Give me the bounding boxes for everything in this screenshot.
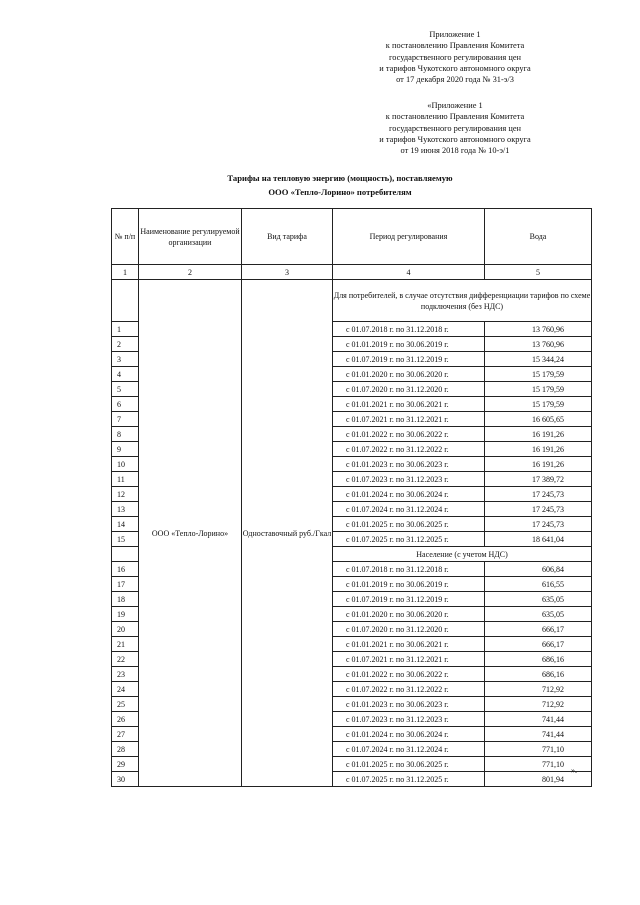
row-period: с 01.01.2024 г. по 30.06.2024 г.: [333, 487, 485, 502]
row-number: 29: [112, 757, 139, 772]
closing-mark: ».: [571, 766, 577, 775]
row-period: с 01.01.2020 г. по 30.06.2020 г.: [333, 607, 485, 622]
empty-cell: [112, 280, 139, 322]
row-number: 9: [112, 442, 139, 457]
row-value: 801,94: [485, 772, 592, 787]
row-period: с 01.07.2019 г. по 31.12.2019 г.: [333, 592, 485, 607]
header-org: Наименование регулируемой организации: [139, 209, 242, 265]
row-period: с 01.01.2020 г. по 30.06.2020 г.: [333, 367, 485, 382]
row-period: с 01.01.2025 г. по 30.06.2025 г.: [333, 517, 485, 532]
row-period: с 01.07.2018 г. по 31.12.2018 г.: [333, 562, 485, 577]
row-number: 25: [112, 697, 139, 712]
row-number: 13: [112, 502, 139, 517]
header-water: Вода: [485, 209, 592, 265]
row-value: 13 760,96: [485, 337, 592, 352]
row-value: 15 179,59: [485, 367, 592, 382]
col-number: 5: [485, 265, 592, 280]
row-period: с 01.01.2023 г. по 30.06.2023 г.: [333, 697, 485, 712]
row-period: с 01.07.2024 г. по 31.12.2024 г.: [333, 742, 485, 757]
row-value: 15 344,24: [485, 352, 592, 367]
col-number: 3: [242, 265, 333, 280]
row-period: с 01.07.2023 г. по 31.12.2023 г.: [333, 472, 485, 487]
row-period: с 01.07.2022 г. по 31.12.2022 г.: [333, 682, 485, 697]
row-number: 6: [112, 397, 139, 412]
tariff-table: [111, 208, 592, 787]
row-value: 635,05: [485, 607, 592, 622]
row-number: 12: [112, 487, 139, 502]
row-period: с 01.07.2025 г. по 31.12.2025 г.: [333, 532, 485, 547]
appendix-line: Приложение 1: [429, 30, 481, 39]
row-number: 1: [112, 322, 139, 337]
row-value: 666,17: [485, 637, 592, 652]
row-number: 5: [112, 382, 139, 397]
section2-label: Население (с учетом НДС): [333, 547, 592, 562]
row-value: 16 605,65: [485, 412, 592, 427]
row-value: 741,44: [485, 712, 592, 727]
row-period: с 01.07.2022 г. по 31.12.2022 г.: [333, 442, 485, 457]
document-title-line1: Тарифы на тепловую энергию (мощность), поставляемую: [227, 173, 453, 183]
row-value: 16 191,26: [485, 427, 592, 442]
row-value: 686,16: [485, 652, 592, 667]
col-number: 4: [333, 265, 485, 280]
row-number: 20: [112, 622, 139, 637]
header-tariff-type: Вид тарифа: [242, 209, 333, 265]
row-number: 3: [112, 352, 139, 367]
row-value: 741,44: [485, 727, 592, 742]
row-value: 16 191,26: [485, 457, 592, 472]
row-value: 18 641,04: [485, 532, 592, 547]
appendix-line: и тарифов Чукотского автономного округа: [379, 134, 531, 144]
row-value: 666,17: [485, 622, 592, 637]
row-period: с 01.01.2021 г. по 30.06.2021 г.: [333, 397, 485, 412]
row-period: с 01.01.2025 г. по 30.06.2025 г.: [333, 757, 485, 772]
header-period: Период регулирования: [333, 209, 485, 265]
row-number: 18: [112, 592, 139, 607]
row-number: 8: [112, 427, 139, 442]
row-value: 15 179,59: [485, 397, 592, 412]
row-value: 606,84: [485, 562, 592, 577]
row-number: 28: [112, 742, 139, 757]
row-value: 712,92: [485, 682, 592, 697]
row-period: с 01.01.2022 г. по 30.06.2022 г.: [333, 667, 485, 682]
row-number: 15: [112, 532, 139, 547]
row-period: с 01.01.2021 г. по 30.06.2021 г.: [333, 637, 485, 652]
row-period: с 01.07.2020 г. по 31.12.2020 г.: [333, 382, 485, 397]
row-period: с 01.07.2023 г. по 31.12.2023 г.: [333, 712, 485, 727]
row-period: с 01.07.2020 г. по 31.12.2020 г.: [333, 622, 485, 637]
appendix-line: «Приложение 1: [427, 101, 483, 110]
column-number-row: [112, 265, 592, 280]
row-number: 27: [112, 727, 139, 742]
row-number: 2: [112, 337, 139, 352]
row-period: с 01.07.2018 г. по 31.12.2018 г.: [333, 322, 485, 337]
row-number: 30: [112, 772, 139, 787]
organization-name: ООО «Тепло-Лорино»: [139, 280, 242, 787]
row-number: 16: [112, 562, 139, 577]
row-period: с 01.07.2019 г. по 31.12.2019 г.: [333, 352, 485, 367]
row-number: 11: [112, 472, 139, 487]
row-number: 24: [112, 682, 139, 697]
row-number: 23: [112, 667, 139, 682]
row-period: с 01.01.2019 г. по 30.06.2019 г.: [333, 577, 485, 592]
appendix-header-current: [360, 29, 550, 85]
header-num: № п/п: [112, 209, 139, 265]
row-number: 14: [112, 517, 139, 532]
row-period: с 01.01.2024 г. по 30.06.2024 г.: [333, 727, 485, 742]
appendix-line: государственного регулирования цен: [388, 52, 522, 62]
row-value: 712,92: [485, 697, 592, 712]
appendix-line: к постановлению Правления Комитета: [385, 112, 525, 122]
row-value: 771,10: [485, 742, 592, 757]
row-value: 17 245,73: [485, 502, 592, 517]
row-period: с 01.07.2021 г. по 31.12.2021 г.: [333, 412, 485, 427]
appendix-line: и тарифов Чукотского автономного округа: [379, 63, 531, 73]
section1-label: Для потребителей, в случае отсутствия дифференциации тарифов по схеме подключения (без НДС): [333, 280, 592, 322]
row-number: 7: [112, 412, 139, 427]
tariff-kind: Одноставочный руб./Гкал: [242, 280, 333, 787]
row-number: 22: [112, 652, 139, 667]
row-number: 19: [112, 607, 139, 622]
row-value: 13 760,96: [485, 322, 592, 337]
row-value: 17 245,73: [485, 517, 592, 532]
row-value: 17 389,72: [485, 472, 592, 487]
row-period: с 01.01.2022 г. по 30.06.2022 г.: [333, 427, 485, 442]
table-header-row: [112, 209, 592, 265]
row-number: 10: [112, 457, 139, 472]
row-value: 17 245,73: [485, 487, 592, 502]
row-period: с 01.07.2024 г. по 31.12.2024 г.: [333, 502, 485, 517]
row-value: 16 191,26: [485, 442, 592, 457]
row-period: с 01.01.2023 г. по 30.06.2023 г.: [333, 457, 485, 472]
row-value: 686,16: [485, 667, 592, 682]
row-number: 17: [112, 577, 139, 592]
col-number: 2: [139, 265, 242, 280]
appendix-line: к постановлению Правления Комитета: [385, 41, 525, 51]
row-number: 21: [112, 637, 139, 652]
document-title-line2: ООО «Тепло-Лорино» потребителям: [268, 187, 412, 197]
section1-label-row: [112, 280, 592, 322]
row-value: 15 179,59: [485, 382, 592, 397]
appendix-line: от 19 июня 2018 года № 10-э/1: [400, 146, 510, 156]
row-number: 4: [112, 367, 139, 382]
row-value: 616,55: [485, 577, 592, 592]
row-number: 26: [112, 712, 139, 727]
row-period: с 01.01.2019 г. по 30.06.2019 г.: [333, 337, 485, 352]
row-value: 635,05: [485, 592, 592, 607]
row-period: с 01.07.2025 г. по 31.12.2025 г.: [333, 772, 485, 787]
appendix-line: от 17 декабря 2020 года № 31-э/3: [396, 75, 514, 85]
appendix-header-original: [360, 100, 550, 156]
row-period: с 01.07.2021 г. по 31.12.2021 г.: [333, 652, 485, 667]
empty-cell: [112, 547, 139, 562]
row-value: 771,10: [485, 757, 592, 772]
col-number: 1: [112, 265, 139, 280]
appendix-line: государственного регулирования цен: [388, 123, 522, 133]
